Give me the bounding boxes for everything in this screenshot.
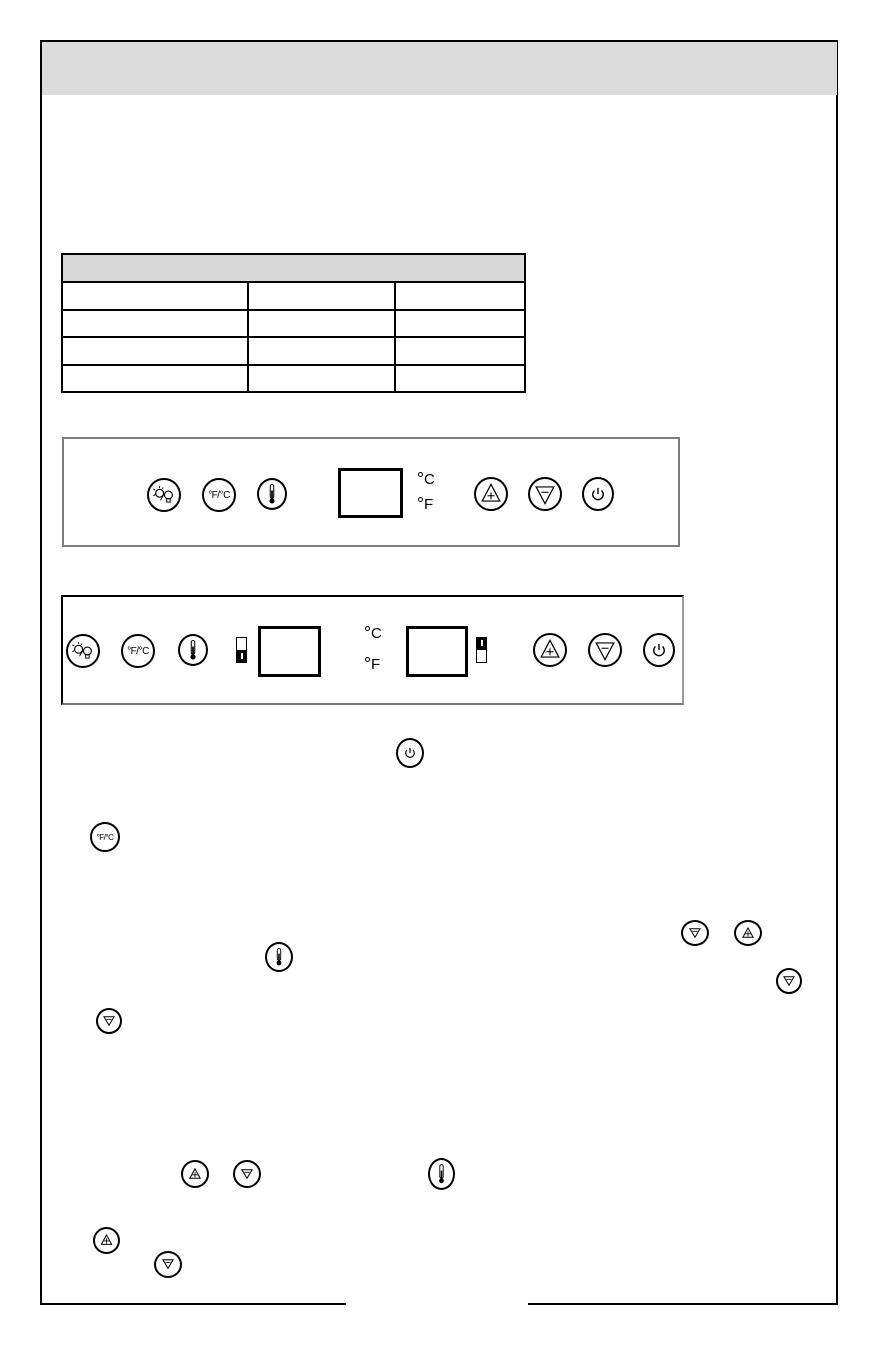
dual-zone-select-button[interactable]	[178, 634, 208, 666]
dual-unit-toggle-button[interactable]	[121, 634, 155, 668]
temp-up-button[interactable]	[474, 477, 508, 511]
unit-c-label: C	[424, 471, 435, 488]
inline-up-icon	[734, 920, 762, 946]
down-icon	[530, 479, 560, 509]
table-cell	[395, 282, 525, 309]
footer-rule-right	[528, 1303, 838, 1305]
indicator-dot	[365, 657, 370, 662]
down-icon	[590, 635, 620, 665]
inline-down-icon	[776, 968, 802, 994]
unit-toggle-label: °F/°C	[96, 832, 114, 842]
table-row	[62, 310, 525, 337]
dual-temp-up-button[interactable]	[533, 633, 567, 667]
spec-table	[61, 253, 526, 393]
right-zone-display	[406, 626, 468, 677]
inline-thermometer-icon	[428, 1158, 455, 1190]
zone-mark	[241, 653, 243, 659]
footer-rule-left	[40, 1303, 346, 1305]
temp-down-button[interactable]	[528, 477, 562, 511]
table-cell	[248, 310, 395, 337]
table-cell	[248, 282, 395, 309]
dual-unit-indicator-fahrenheit	[365, 657, 380, 672]
dual-unit-indicator-celsius	[365, 626, 382, 641]
table-cell	[62, 310, 248, 337]
table-header-row	[62, 254, 525, 282]
down-icon	[235, 1162, 259, 1186]
table-row	[62, 282, 525, 309]
unit-f-label: F	[371, 656, 381, 673]
table-cell	[62, 282, 248, 309]
temperature-display	[338, 468, 403, 518]
down-icon	[156, 1253, 180, 1276]
unit-indicator-fahrenheit	[418, 497, 433, 512]
upper-zone-indicator-icon	[476, 637, 487, 663]
power-icon	[398, 740, 422, 766]
up-icon	[535, 635, 565, 665]
table-cell	[395, 337, 525, 364]
table-cell	[395, 310, 525, 337]
light-button[interactable]	[147, 478, 181, 512]
unit-c-label: C	[371, 625, 382, 642]
indicator-dot	[418, 472, 423, 477]
up-icon	[736, 922, 760, 944]
down-icon	[98, 1010, 120, 1032]
zone-mark	[481, 640, 483, 646]
table-row	[62, 337, 525, 364]
lower-zone-indicator-icon	[236, 637, 247, 663]
dual-temp-down-button[interactable]	[588, 633, 622, 667]
light-icon	[149, 480, 179, 510]
thermometer-icon	[267, 944, 291, 970]
header-band	[42, 42, 837, 95]
dual-light-button[interactable]	[66, 634, 100, 668]
inline-unit-toggle-icon	[90, 822, 120, 852]
temperature-zone-button[interactable]	[257, 478, 287, 510]
thermometer-icon	[180, 636, 206, 664]
table-cell	[62, 337, 248, 364]
unit-f-label: F	[424, 496, 434, 513]
left-zone-display	[258, 626, 321, 677]
unit-toggle-label: °F/°C	[127, 645, 149, 657]
inline-down-icon	[154, 1251, 182, 1278]
inline-up-icon	[181, 1160, 209, 1188]
inline-power-icon	[396, 738, 424, 768]
inline-thermometer-icon	[265, 942, 293, 972]
unit-indicator-celsius	[418, 472, 435, 487]
table-cell	[395, 365, 525, 392]
inline-down-icon	[233, 1160, 261, 1188]
indicator-dot	[365, 626, 370, 631]
table-header	[62, 254, 525, 282]
table-cell	[248, 365, 395, 392]
inline-down-icon	[96, 1008, 122, 1034]
up-icon	[95, 1229, 118, 1252]
up-icon	[183, 1162, 207, 1186]
thermometer-icon	[430, 1160, 453, 1188]
unit-toggle-label: °F/°C	[208, 489, 230, 501]
power-icon	[584, 479, 612, 509]
thermometer-icon	[259, 480, 285, 508]
power-icon	[645, 635, 673, 665]
down-icon	[778, 970, 800, 992]
inline-up-icon	[93, 1227, 120, 1254]
inline-down-icon	[681, 920, 709, 946]
unit-toggle-button[interactable]	[202, 478, 236, 512]
table-row	[62, 365, 525, 392]
dual-power-button[interactable]	[643, 633, 675, 667]
table-cell	[62, 365, 248, 392]
down-icon	[683, 922, 707, 944]
power-button[interactable]	[582, 477, 614, 511]
up-icon	[476, 479, 506, 509]
light-icon	[68, 636, 98, 666]
table-cell	[248, 337, 395, 364]
indicator-dot	[418, 497, 423, 502]
